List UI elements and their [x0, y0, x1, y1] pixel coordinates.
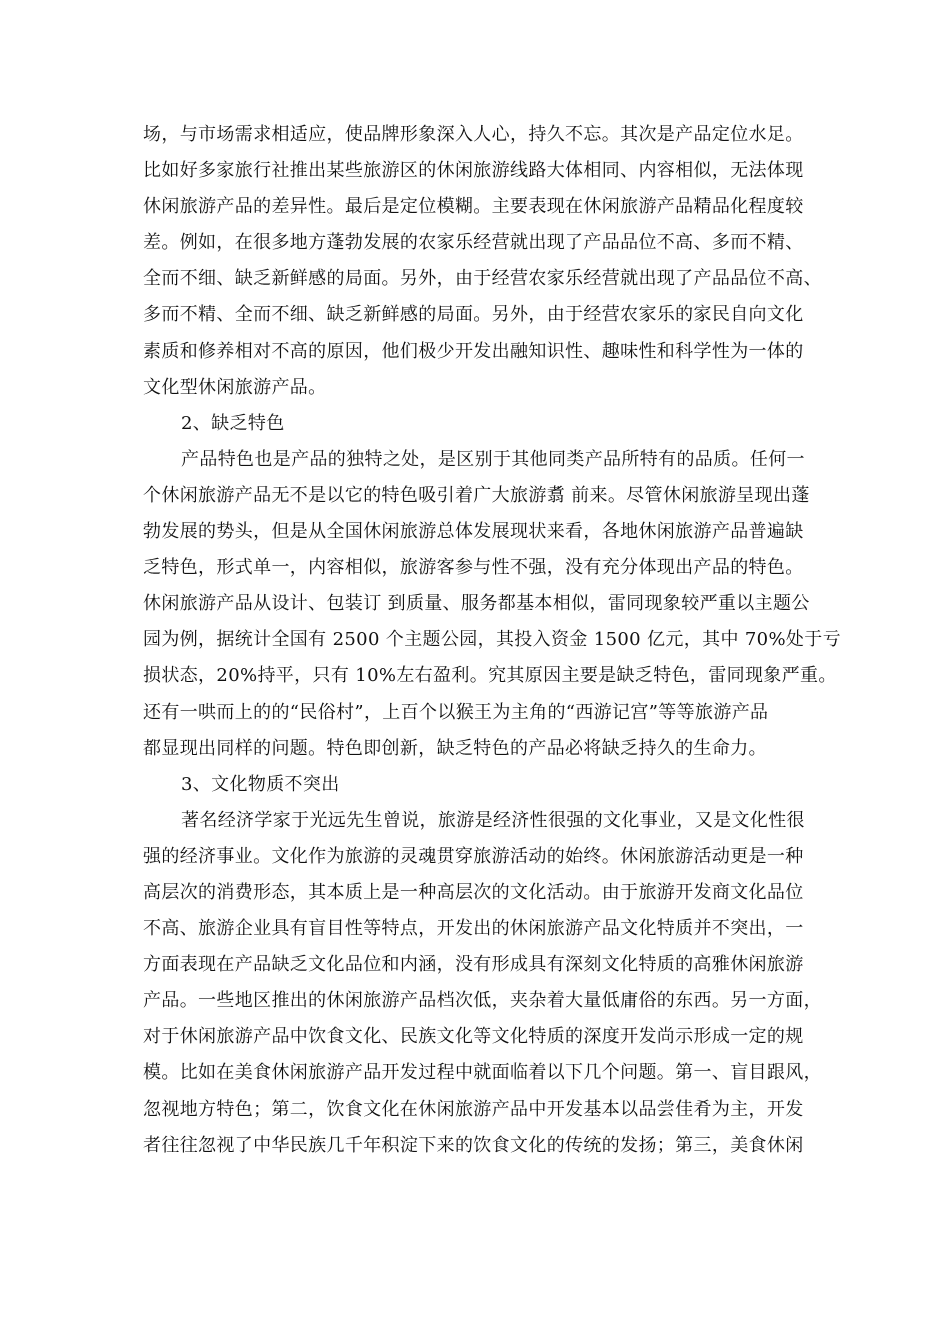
text-line: 高层次的消费形态，其本质上是一种高层次的文化活动。由于旅游开发商文化品位 — [143, 881, 804, 903]
text-line: 差。例如，在很多地方蓬勃发展的农家乐经营就出现了产品品位不高、多而不精、 — [143, 232, 804, 254]
text-line: 方面表现在产品缺乏文化品位和内涵，没有形成具有深刻文化特质的高雅休闲旅游 — [143, 954, 804, 976]
text-line: 勃发展的势头，但是从全国休闲旅游总体发展现状来看，各地休闲旅游产品普遍缺 — [143, 521, 804, 543]
text-line: 者往往忽视了中华民族几千年积淀下来的饮食文化的传统的发扬；第三，美食休闲 — [143, 1134, 804, 1156]
text-line: 比如好多家旅行社推出某些旅游区的休闲旅游线路大体相同、内容相似，无法体现 — [143, 160, 804, 182]
text-line: 多而不精、全而不细、缺乏新鲜感的局面。另外，由于经营农家乐的家民自向文化 — [143, 304, 804, 326]
text-line: 休闲旅游产品从设计、包装订 到质量、服务都基本相似，雷同现象较严重以主题公 — [143, 593, 810, 615]
text-line: 都显现出同样的问题。特色即创新，缺乏特色的产品必将缺乏持久的生命力。 — [143, 737, 767, 759]
text-line: 模。比如在美食休闲旅游产品开发过程中就面临着以下几个问题。第一、盲目跟风， — [143, 1062, 822, 1084]
text-line: 忽视地方特色；第二，饮食文化在休闲旅游产品中开发基本以品尝佳肴为主，开发 — [143, 1098, 804, 1120]
text-line: 园为例，据统计全国有 2500 个主题公园，其投入资金 1500 亿元，其中 70%处于亏 — [143, 629, 841, 651]
text-line: 强的经济事业。文化作为旅游的灵魂贯穿旅游活动的始终。休闲旅游活动更是一种 — [143, 845, 804, 867]
text-line: 全而不细、缺乏新鲜感的局面。另外，由于经营农家乐经营就出现了产品品位不高、 — [143, 268, 822, 290]
text-line: 休闲旅游产品的差异性。最后是定位模糊。主要表现在休闲旅游产品精品化程度较 — [143, 196, 804, 218]
text-line: 场，与市场需求相适应，使品牌形象深入人心，持久不忘。其次是产品定位水足。 — [143, 124, 804, 145]
text-line: 素质和修养相对不高的原因，他们极少开发出融知识性、趣味性和科学性为一体的 — [143, 340, 804, 362]
text-line: 文化型休闲旅游产品。 — [143, 376, 327, 398]
text-line: 产品。一些地区推出的休闲旅游产品档次低，夹杂着大量低庸俗的东西。另一方面， — [143, 990, 822, 1012]
text-line: 产品特色也是产品的独特之处，是区别于其他同类产品所特有的品质。任何一 — [181, 448, 805, 470]
text-line: 3、文化物质不突出 — [181, 773, 340, 795]
text-line: 2、缺乏特色 — [181, 412, 285, 434]
text-line: 不高、旅游企业具有盲目性等特点，开发出的休闲旅游产品文化特质并不突出，一 — [143, 918, 804, 940]
text-line: 个休闲旅游产品无不是以它的特色吸引着广大旅游翥 前来。尽管休闲旅游呈现出蓬 — [143, 484, 810, 506]
text-line: 对于休闲旅游产品中饮食文化、民族文化等文化特质的深度开发尚示形成一定的规 — [143, 1026, 804, 1048]
text-line: 还有一哄而上的的“民俗村”，上百个以猴王为主角的“西游记宫”等等旅游产品 — [143, 701, 769, 723]
text-line: 乏特色，形式单一，内容相似，旅游客参与性不强，没有充分体现出产品的特色。 — [143, 557, 804, 579]
text-line: 著名经济学家于光远先生曾说，旅游是经济性很强的文化事业，又是文化性很 — [181, 809, 805, 831]
body-text — [143, 117, 858, 1164]
text-line: 损状态，20%持平，只有 10%左右盈利。究其原因主要是缺乏特色，雷同现象严重。 — [143, 665, 837, 687]
